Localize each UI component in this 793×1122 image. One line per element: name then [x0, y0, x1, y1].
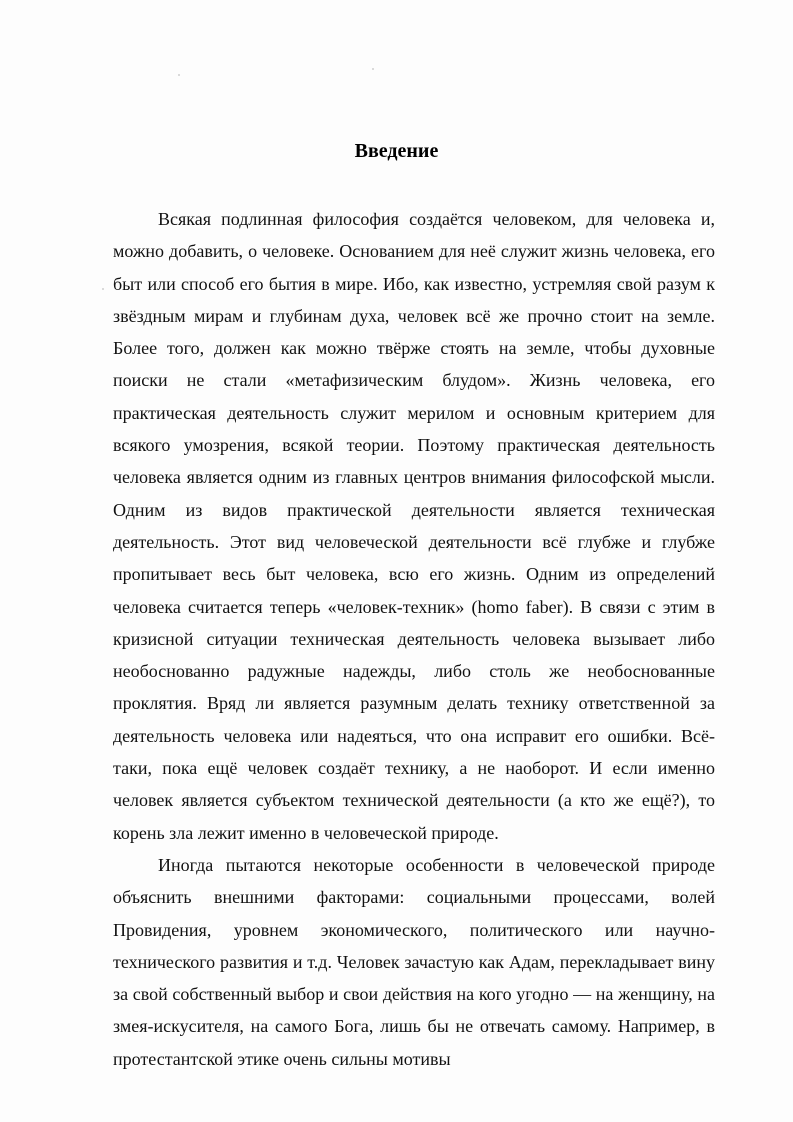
- paragraph-2: Иногда пытаются некоторые особенности в человеческой природе объяснить внешними факторами: социальными процессами, волей Провидения, уровнем экономического, политического или научно-технического развития и т.д. Человек зачастую как Адам, перекладывает вину за свой собственный выбор и свои действия на кого угодно — на женщину, на змея-искусителя, на самого Бога, лишь бы не отвечать самому. Например, в протестантской этике очень сильны мотивы: [113, 854, 715, 1069]
- paragraph-1: Всякая подлинная философия создаётся человеком, для человека и, можно добавить, о человеке. Основанием для неё служит жизнь человека, его быт или способ его бытия в мире. Ибо, как известно, устремляя свой разум к звёздным мирам и глубинам духа, человек всё же прочно стоит на земле. Более того, должен как можно твёрже стоять на земле, чтобы духовные поиски не стали «метафизическим блудом». Жизнь человека, его практическая деятельность служит мерилом и основным критерием для всякого умозрения, всякой теории. Поэтому практическая деятельность человека является одним из главных центров внимания философской мысли. Одним из видов практической деятельности является техническая деятельность. Этот вид человеческой деятельности всё глубже и глубже пропитывает весь быт человека, всю его жизнь. Одним из определений человека считается теперь «человек-техник» (homo faber). В связи с этим в кризисной ситуации техническая деятельность человека вызывает либо необоснованно радужные надежды, либо столь же необоснованные проклятия. Вряд ли является разумным делать технику ответственной за деятельность человека или надеяться, что она исправит его ошибки. Всё-таки, пока ещё человек создаёт технику, а не наоборот. И если именно человек является субъектом технической деятельности (а кто же ещё?), то корень зла лежит именно в человеческой природе.: [113, 209, 715, 843]
- scan-speck: [178, 74, 180, 76]
- body-text: [113, 203, 715, 1075]
- page-title: Введение: [354, 140, 439, 162]
- scan-speck: [102, 288, 104, 290]
- scan-speck: [372, 68, 374, 70]
